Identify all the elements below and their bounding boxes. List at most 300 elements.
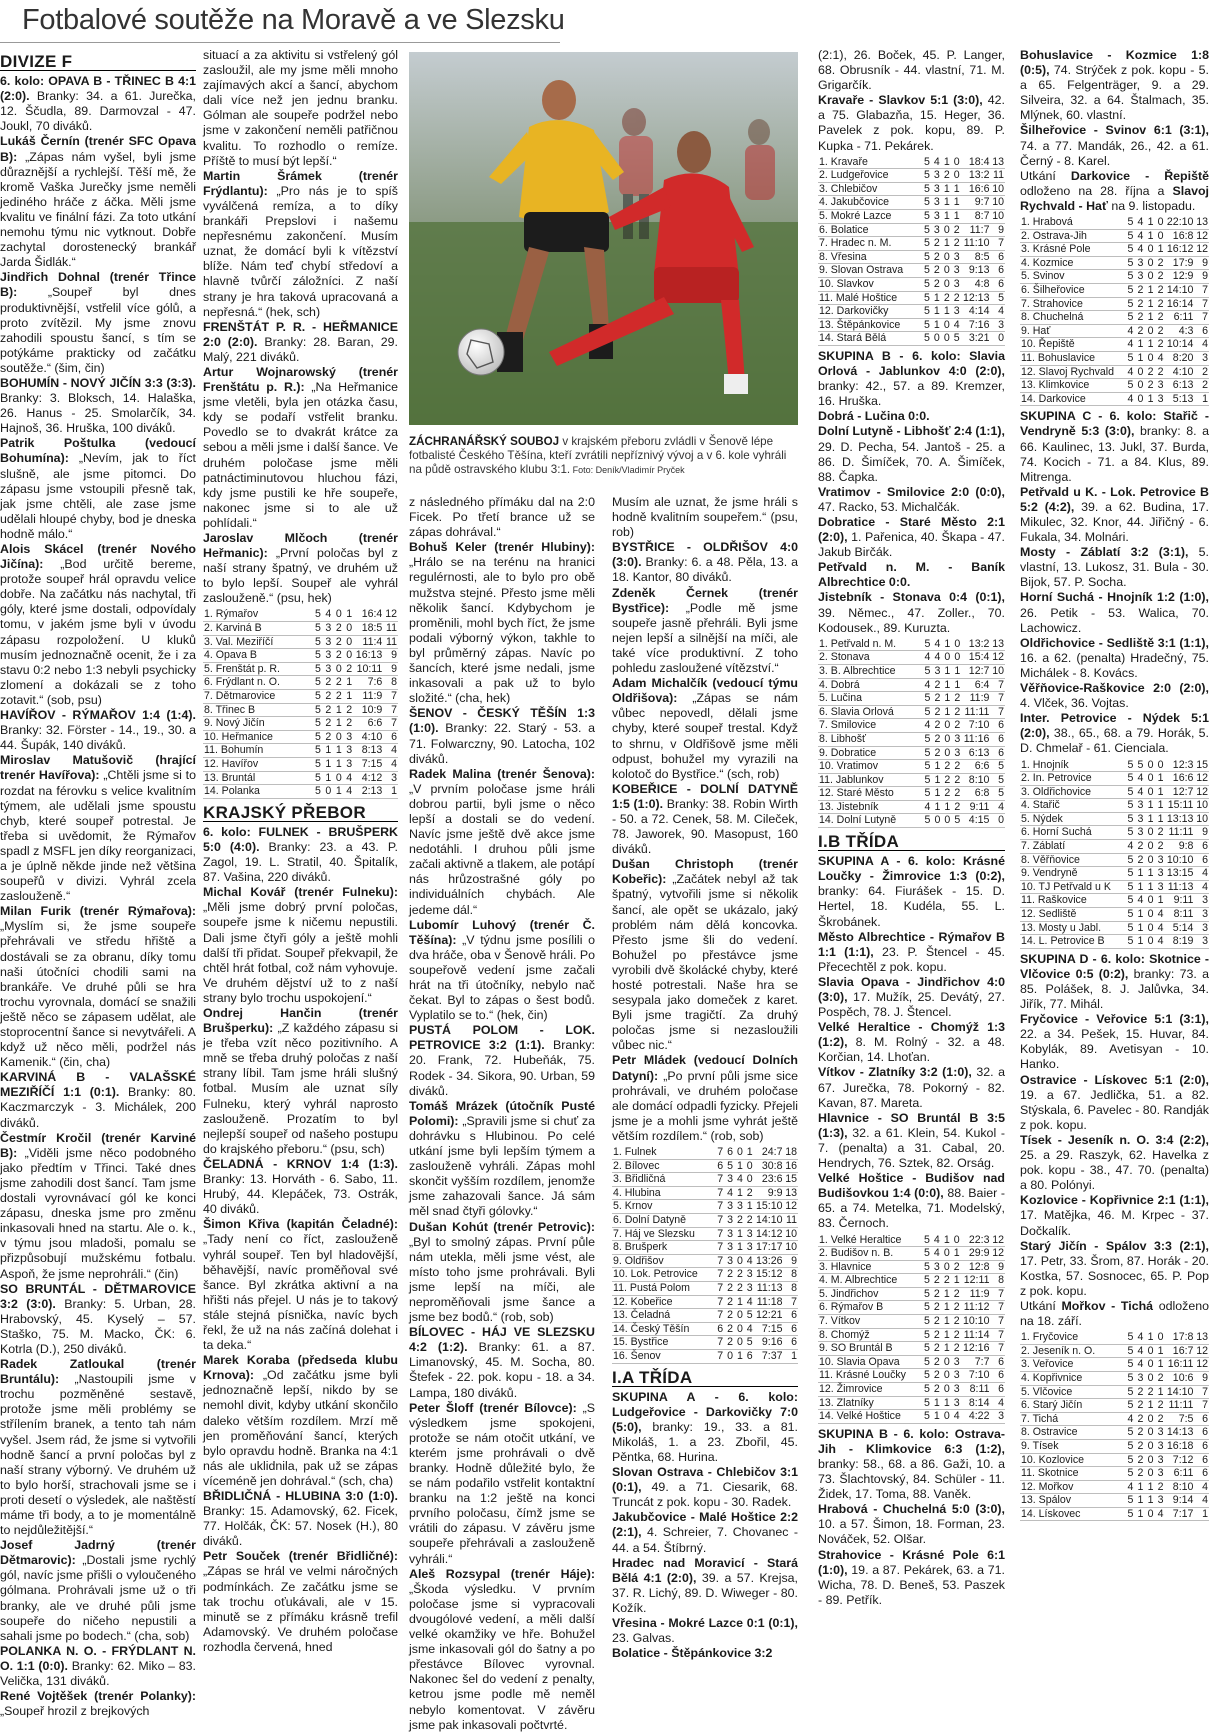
match-headline: Michal Kovář (trenér Fulneku): bbox=[203, 885, 398, 900]
stat-cell: 16:6 bbox=[1164, 772, 1194, 786]
team-name-cell: 7. Hradec n. M. bbox=[818, 237, 921, 251]
table-row bbox=[1020, 365, 1209, 379]
stat-cell: 3 bbox=[724, 1227, 734, 1241]
stat-cell: 1 bbox=[941, 692, 951, 706]
stat-cell: 5 bbox=[1124, 1399, 1134, 1413]
stat-cell: 0 bbox=[1144, 243, 1154, 257]
stat-cell: 2 bbox=[1154, 338, 1164, 352]
stat-cell: 6 bbox=[1194, 1412, 1209, 1426]
match-headline: Dobratice - Staré Město 2:1 (2:0), bbox=[818, 515, 1005, 545]
stat-cell: 4 bbox=[1134, 772, 1144, 786]
stat-cell: 7 bbox=[1194, 311, 1209, 325]
stat-cell: 0 bbox=[1144, 256, 1154, 270]
table-row bbox=[612, 1173, 798, 1187]
team-name-cell: 3. Břidličná bbox=[612, 1173, 714, 1187]
stat-cell: 2 bbox=[1134, 1426, 1144, 1440]
stat-cell: 4 bbox=[1134, 243, 1144, 257]
stat-cell: 5 bbox=[921, 1369, 931, 1383]
stat-cell: 3 bbox=[931, 210, 941, 224]
team-name-cell: 14. L. Petrovice B bbox=[1020, 935, 1124, 949]
table-row bbox=[1020, 216, 1209, 229]
paragraph-text: Branky: 80. Kaczmarczyk - 3. Michálek, 200 diváků. bbox=[0, 1085, 196, 1130]
stat-cell: 2 bbox=[343, 662, 353, 676]
stat-cell: 1 bbox=[1154, 772, 1164, 786]
article-paragraph bbox=[818, 1502, 1005, 1547]
table-row bbox=[818, 814, 1005, 828]
stat-cell: 1 bbox=[332, 744, 342, 758]
stat-cell: 4:10 bbox=[1164, 365, 1194, 379]
stat-cell: 5 bbox=[921, 1315, 931, 1329]
stat-cell: 1 bbox=[1134, 338, 1144, 352]
stat-cell: 5 bbox=[311, 635, 321, 649]
table-row bbox=[818, 1260, 1005, 1274]
paragraph-text: 19. a 87. Pekárek, 63. a 71. Wicha, 78. D. Beneš, 53. Paszek - 89. Petřík. bbox=[818, 1562, 1005, 1607]
stat-cell: 5 bbox=[1124, 1494, 1134, 1508]
table-row bbox=[1020, 311, 1209, 325]
team-name-cell: 10. Slavkov bbox=[818, 278, 921, 292]
stat-cell: 5 bbox=[922, 692, 932, 706]
stat-cell: 0 bbox=[1144, 1453, 1154, 1467]
table-row bbox=[818, 1355, 1005, 1369]
stat-cell: 3 bbox=[1154, 392, 1164, 406]
stat-cell: 0 bbox=[1154, 229, 1164, 243]
stat-cell: 7 bbox=[714, 1281, 724, 1295]
paragraph-text: Branky: 22. Starý - 53. a 71. Folwarczny, 90. Latocha, 102 diváků. bbox=[409, 721, 595, 766]
paragraph-text: „Zápas se hrál ve velmi náročných podmínkách. Ze začátku jsme se tak trochu oťukávali, ale v 15. minutě se z přímáku krásně trefil Adamovský. Ve druhém poločase rozhodla červená, hned bbox=[203, 1564, 398, 1654]
match-headline: Radek Zatloukal (trenér Bruntálu): bbox=[0, 1357, 196, 1387]
table-row bbox=[1020, 1426, 1209, 1440]
stat-cell: 10:6 bbox=[1164, 1371, 1194, 1385]
team-name-cell: 4. Hlubina bbox=[612, 1186, 714, 1200]
stat-cell: 1 bbox=[1134, 935, 1144, 949]
stat-cell: 14:10 bbox=[754, 1214, 784, 1228]
article-paragraph bbox=[612, 1556, 798, 1616]
stat-cell: 11:11 bbox=[1164, 1399, 1194, 1413]
team-name-cell: 8. Brušperk bbox=[612, 1241, 714, 1255]
stat-cell: 2 bbox=[931, 1369, 941, 1383]
stat-cell: 11:12 bbox=[961, 1301, 991, 1315]
standings-table bbox=[203, 608, 398, 798]
team-name-cell: 5. Jindřichov bbox=[818, 1287, 921, 1301]
match-headline: Ostravice - Lískovec 5:1 (2:0), bbox=[1020, 1072, 1209, 1087]
article-paragraph bbox=[818, 409, 1005, 424]
team-name-cell: 10. Heřmanice bbox=[203, 730, 311, 744]
table-row bbox=[1020, 284, 1209, 298]
stat-cell: 5 bbox=[921, 305, 931, 319]
stat-cell: 4 bbox=[383, 758, 398, 772]
stat-cell: 2 bbox=[724, 1322, 734, 1336]
stat-cell: 4 bbox=[734, 1173, 744, 1187]
stat-cell: 2 bbox=[332, 690, 342, 704]
stat-cell: 5 bbox=[922, 760, 932, 774]
stat-cell: 0 bbox=[951, 156, 961, 169]
table-row bbox=[1020, 1494, 1209, 1508]
stat-cell: 2 bbox=[941, 169, 951, 183]
stat-cell: 6 bbox=[1194, 1426, 1209, 1440]
team-name-cell: 11. Bohuslavice bbox=[1020, 351, 1124, 365]
stat-cell: 0 bbox=[332, 771, 342, 785]
stat-cell: 1 bbox=[951, 1274, 961, 1288]
team-name-cell: 10. TJ Petřvald u K bbox=[1020, 880, 1124, 894]
team-name-cell: 2. Bílovec bbox=[612, 1159, 714, 1173]
match-headline: Vřesina - Mokré Lazce 0:1 (0:1), bbox=[612, 1616, 798, 1631]
stat-cell: 2 bbox=[941, 291, 951, 305]
table-row bbox=[1020, 256, 1209, 270]
stat-cell: 9 bbox=[783, 1254, 798, 1268]
stat-cell: 3 bbox=[724, 1173, 734, 1187]
match-headline: Jistebník - Stonava 0:4 (0:1), bbox=[818, 590, 1005, 605]
stat-cell: 4 bbox=[951, 318, 961, 332]
ball-icon bbox=[458, 329, 504, 375]
team-name-cell: 6. Dolní Datyně bbox=[612, 1214, 714, 1228]
article-paragraph bbox=[818, 590, 1005, 635]
stat-cell: 5 bbox=[921, 1274, 931, 1288]
table-row bbox=[1020, 1439, 1209, 1453]
stat-cell: 7 bbox=[990, 1315, 1005, 1329]
team-name-cell: 15. Bystřice bbox=[612, 1336, 714, 1350]
stat-cell: 0 bbox=[1144, 785, 1154, 799]
stat-cell: 2 bbox=[931, 678, 941, 692]
section-heading: I.B TŘÍDA bbox=[818, 834, 1005, 851]
table-row bbox=[1020, 1371, 1209, 1385]
article-paragraph bbox=[1020, 1133, 1209, 1193]
stat-cell: 7:10 bbox=[961, 1369, 991, 1383]
stat-cell: 1 bbox=[931, 760, 941, 774]
match-headline: René Vojtěšek (trenér Polanky): bbox=[0, 1689, 196, 1704]
table-row bbox=[612, 1268, 798, 1282]
table-row bbox=[1020, 1399, 1209, 1413]
table-row bbox=[1020, 379, 1209, 393]
stat-cell: 7 bbox=[714, 1241, 724, 1255]
stat-cell: 7 bbox=[990, 1301, 1005, 1315]
stat-cell: 2 bbox=[951, 1260, 961, 1274]
stat-cell: 3 bbox=[724, 1254, 734, 1268]
stat-cell: 14:10 bbox=[1164, 284, 1194, 298]
team-name-cell: 1. Fryčovice bbox=[1020, 1331, 1124, 1344]
stat-cell: 5 bbox=[922, 732, 932, 746]
stat-cell: 3 bbox=[951, 732, 961, 746]
stat-cell: 3 bbox=[744, 1268, 754, 1282]
stat-cell: 9 bbox=[990, 223, 1005, 237]
stat-cell: 2 bbox=[931, 264, 941, 278]
stat-cell: 7 bbox=[714, 1254, 724, 1268]
table-row bbox=[818, 332, 1005, 346]
stat-cell: 0 bbox=[941, 719, 951, 733]
stat-cell: 1 bbox=[1144, 1331, 1154, 1344]
team-name-cell: 6. Slavia Orlová bbox=[818, 705, 922, 719]
team-name-cell: 2. In. Petrovice bbox=[1020, 772, 1124, 786]
stat-cell: 5 bbox=[311, 649, 321, 663]
stat-cell: 5 bbox=[1124, 1507, 1134, 1521]
stat-cell: 0 bbox=[332, 662, 342, 676]
team-name-cell: 13. Klimkovice bbox=[1020, 379, 1124, 393]
stat-cell: 12:7 bbox=[1164, 785, 1194, 799]
stat-cell: 1 bbox=[744, 1200, 754, 1214]
title-divider bbox=[0, 42, 560, 43]
stat-cell: 1 bbox=[332, 758, 342, 772]
stat-cell: 3 bbox=[1134, 826, 1144, 840]
stat-cell: 2 bbox=[734, 1214, 744, 1228]
team-name-cell: 14. Český Těšín bbox=[612, 1322, 714, 1336]
stat-cell: 1 bbox=[1154, 894, 1164, 908]
stat-cell: 0 bbox=[1144, 1507, 1154, 1521]
article-paragraph bbox=[409, 1325, 595, 1400]
stat-cell: 4 bbox=[922, 719, 932, 733]
team-name-cell: 9. Vendryně bbox=[1020, 867, 1124, 881]
stat-cell: 0 bbox=[343, 635, 353, 649]
stat-cell: 10 bbox=[992, 210, 1004, 223]
stat-cell: 5 bbox=[922, 746, 932, 760]
stat-cell: 4 bbox=[1194, 880, 1209, 894]
stat-cell: 5 bbox=[1124, 256, 1134, 270]
table-row bbox=[818, 182, 1005, 196]
match-headline: Vratimov - Smilovice 2:0 (0:0), bbox=[818, 484, 1005, 499]
match-headline: Oldřichovice - Sedliště 3:1 (1:1), bbox=[1020, 635, 1209, 650]
stat-cell: 2 bbox=[1154, 256, 1164, 270]
paragraph-text: 88. Baier - 65. a 74. Metelka, 71. Modelský, 83. Černoch. bbox=[818, 1186, 1006, 1231]
article-paragraph bbox=[203, 885, 398, 1006]
paragraph-text: 17. Petr, 33. Šrom, 87. Horák - 20. Kostka, 57. Sosnocec, 65. P. Pop z pok. kopu. bbox=[1020, 1253, 1209, 1298]
match-headline: Starý Jičín - Spálov 3:3 (2:1), bbox=[1020, 1238, 1209, 1253]
table-row bbox=[1020, 324, 1209, 338]
article-paragraph bbox=[0, 1689, 196, 1719]
team-name-cell: 9. Oldřišov bbox=[612, 1254, 714, 1268]
team-name-cell: 8. Chomýž bbox=[818, 1328, 921, 1342]
stat-cell: 6 bbox=[1194, 1467, 1209, 1481]
article-paragraph bbox=[203, 531, 398, 606]
table-row bbox=[818, 237, 1005, 251]
stat-cell: 17:9 bbox=[1164, 256, 1194, 270]
stat-cell: 2 bbox=[951, 1342, 961, 1356]
paragraph-text: Branky: 3. Bloksch, 14. Halaška, 26. Hanus - 25. Smolarčík, 34. Hajnoš, 36. Hruška, 100 diváků. bbox=[0, 391, 196, 436]
stat-cell: 1 bbox=[941, 1301, 951, 1315]
stat-cell: 0 bbox=[941, 1260, 951, 1274]
stat-cell: 1 bbox=[343, 676, 353, 690]
match-headline: BOHUMÍN - NOVÝ JIČÍN 3:3 (3:3). bbox=[0, 375, 196, 390]
stat-cell: 12:7 bbox=[961, 664, 990, 678]
table-row bbox=[612, 1214, 798, 1228]
table-row bbox=[203, 608, 398, 621]
stat-cell: 2 bbox=[931, 732, 941, 746]
stat-cell: 1 bbox=[941, 210, 951, 224]
paragraph-text: „Začátek nebyl až tak špatný, vytvořili jsme si několik šancí, ale opět se ukázalo, jaký problém nám dělá koncovka. Přesto jsme šli do vedení. Bohužel po přestávce jsme vyrobili dvě školácké chyby, které hosté potrestali. Naše hra se sesypala jako domeček z karet. Byli jsme tragičtí. Za druhý poločas jsme si nezasloužili vůbec nic.“ bbox=[612, 872, 798, 1053]
stat-cell: 4 bbox=[931, 156, 941, 169]
article-paragraph bbox=[0, 542, 196, 708]
stat-cell: 5 bbox=[921, 1355, 931, 1369]
article-paragraph bbox=[409, 767, 595, 918]
stat-cell: 16:14 bbox=[1164, 297, 1194, 311]
stat-cell: 0 bbox=[1144, 908, 1154, 922]
stat-cell: 1 bbox=[1144, 297, 1154, 311]
stat-cell: 3 bbox=[1134, 1371, 1144, 1385]
stat-cell: 5 bbox=[744, 1309, 754, 1323]
stat-cell: 5 bbox=[1124, 311, 1134, 325]
match-headline: SKUPINA B - 6. kolo: Ostrava-Jih - Klimkovice 6:3 (1:2), bbox=[818, 1426, 1005, 1456]
table-row bbox=[1020, 1331, 1209, 1344]
article-paragraph bbox=[409, 1401, 595, 1567]
stat-cell: 10 bbox=[992, 196, 1004, 209]
stat-cell: 1 bbox=[941, 664, 951, 678]
stat-cell: 12 bbox=[1196, 772, 1208, 785]
stat-cell: 10:9 bbox=[353, 703, 383, 717]
stat-cell: 7 bbox=[714, 1349, 724, 1363]
stat-cell: 0 bbox=[1144, 1344, 1154, 1358]
article-paragraph bbox=[1020, 409, 1209, 484]
paragraph-text: 10. a 57. Šimon, 18. Forman, 23. Nováček, 52. Olšar. bbox=[818, 1517, 1005, 1547]
stat-cell: 0 bbox=[941, 250, 951, 264]
paragraph-text: „Soupeř byl dnes produktivnější, vstřelil více gólů, a proto zvítězil. My jsme znovu zahodili spoustu šancí, s tím se potýkáme prakticky od začátku soutěže.“ (šim, čin) bbox=[0, 285, 196, 375]
stat-cell: 4:12 bbox=[353, 771, 383, 785]
match-headline: HAVÍŘOV - RÝMAŘOV 1:4 (1:4). bbox=[0, 708, 196, 723]
paragraph-text: (2:1), 26. Boček, 45. P. Langer, 68. Obrusník - 44. vlastní, 71. M. Grigarčík. bbox=[818, 48, 1005, 93]
stat-cell: 4 bbox=[744, 1254, 754, 1268]
stat-cell: 1 bbox=[734, 1241, 744, 1255]
stat-cell: 3 bbox=[734, 1200, 744, 1214]
stat-cell: 4:15 bbox=[961, 814, 990, 828]
stat-cell: 11:14 bbox=[961, 1328, 991, 1342]
table-row bbox=[818, 305, 1005, 319]
article-paragraph bbox=[0, 708, 196, 753]
section-heading: KRAJSKÝ PŘEBOR bbox=[203, 805, 398, 822]
stat-cell: 5 bbox=[1124, 243, 1134, 257]
stat-cell: 5 bbox=[921, 1342, 931, 1356]
paragraph-text: 4. Vlček, 36. Vojtas. bbox=[1020, 696, 1129, 711]
stat-cell: 1 bbox=[734, 1159, 744, 1173]
stat-cell: 5 bbox=[1124, 867, 1134, 881]
stat-cell: 1 bbox=[1144, 284, 1154, 298]
match-headline: SKUPINA C - 6. kolo: Stařič - Vendryně 5:3 (3:0), bbox=[1020, 409, 1209, 439]
stat-cell: 4 bbox=[1124, 840, 1134, 854]
paragraph-text: 17. Matějka, 46. M. Krpec - 37. Dočkalík. bbox=[1020, 1208, 1209, 1238]
table-row bbox=[818, 1301, 1005, 1315]
match-headline: BÍLOVEC - HÁJ VE SLEZSKU 4:2 (1:2). bbox=[409, 1325, 595, 1355]
stat-cell: 3 bbox=[951, 1369, 961, 1383]
team-name-cell: 3. Hlavnice bbox=[818, 1260, 921, 1274]
article-paragraph bbox=[1020, 545, 1209, 590]
article-paragraph bbox=[818, 560, 1005, 590]
stat-cell: 5 bbox=[921, 264, 931, 278]
stat-cell: 4 bbox=[931, 638, 941, 651]
stat-cell: 5 bbox=[1124, 772, 1134, 786]
stat-cell: 5 bbox=[311, 703, 321, 717]
standings-table bbox=[818, 638, 1005, 828]
stat-cell: 11:4 bbox=[353, 635, 383, 649]
stat-cell: 2 bbox=[941, 1274, 951, 1288]
stat-cell: 5 bbox=[1124, 759, 1134, 772]
table-row bbox=[818, 223, 1005, 237]
stat-cell: 15:12 bbox=[754, 1268, 784, 1282]
stat-cell: 0 bbox=[1134, 365, 1144, 379]
stat-cell: 5 bbox=[1124, 853, 1134, 867]
stat-cell: 3 bbox=[931, 664, 941, 678]
table-row bbox=[1020, 853, 1209, 867]
article-paragraph bbox=[818, 975, 1005, 1020]
stat-cell: 2 bbox=[931, 1355, 941, 1369]
stat-cell: 9:13 bbox=[961, 264, 991, 278]
team-name-cell: 2. Ostrava-Jih bbox=[1020, 229, 1124, 243]
match-headline: ČELADNÁ - KRNOV 1:4 (1:3). bbox=[203, 1156, 398, 1171]
stat-cell: 2 bbox=[332, 649, 342, 663]
stat-cell: 12 bbox=[1196, 1344, 1208, 1357]
table-row bbox=[818, 1342, 1005, 1356]
stat-cell: 1 bbox=[941, 1234, 951, 1247]
paragraph-text: 39. Němec., 47. Zoller., 70. Kodousek., 89. Kuruzta. bbox=[818, 605, 1005, 635]
standings-table bbox=[818, 156, 1005, 346]
stat-cell: 1 bbox=[941, 1342, 951, 1356]
stat-cell: 1 bbox=[951, 196, 961, 210]
table-row bbox=[1020, 1507, 1209, 1521]
stat-cell: 4 bbox=[1124, 392, 1134, 406]
stat-cell: 2 bbox=[734, 1281, 744, 1295]
stat-cell: 3 bbox=[1194, 908, 1209, 922]
stat-cell: 9:14 bbox=[1164, 1494, 1194, 1508]
team-name-cell: 8. Věřňovice bbox=[1020, 853, 1124, 867]
stat-cell: 0 bbox=[724, 1349, 734, 1363]
stat-cell: 1 bbox=[1144, 311, 1154, 325]
stat-cell: 9 bbox=[1194, 826, 1209, 840]
section-heading: I.A TŘÍDA bbox=[612, 1370, 798, 1387]
stat-cell: 0 bbox=[1144, 351, 1154, 365]
team-name-cell: 12. Slavoj Rychvald bbox=[1020, 365, 1124, 379]
match-headline: Dolní Lutyně - Libhošť 2:4 (1:1), bbox=[818, 424, 1005, 439]
stat-cell: 2 bbox=[931, 705, 941, 719]
stat-cell: 5 bbox=[921, 223, 931, 237]
article-paragraph bbox=[1020, 590, 1209, 635]
match-headline: Slavia Opava - Jindřichov 4:0 (3:0), bbox=[818, 974, 1005, 1004]
team-name-cell: 7. Tichá bbox=[1020, 1412, 1124, 1426]
match-headline: Hrabová - Chuchelná 5:0 (3:0), bbox=[818, 1502, 1005, 1517]
team-name-cell: 6. Horní Suchá bbox=[1020, 826, 1124, 840]
paragraph-text: na 9. listopadu. bbox=[1107, 198, 1196, 213]
stat-cell: 5 bbox=[1124, 1453, 1134, 1467]
stat-cell: 16 bbox=[785, 1159, 797, 1172]
team-name-cell: 14. Stará Bělá bbox=[818, 332, 921, 346]
table-row bbox=[203, 703, 398, 717]
match-headline: Šimon Křiva (kapitán Čeladné): bbox=[203, 1217, 398, 1232]
table-row bbox=[1020, 338, 1209, 352]
stat-cell: 5 bbox=[990, 291, 1005, 305]
stat-cell: 3 bbox=[322, 649, 332, 663]
team-name-cell: 9. Nový Jičín bbox=[203, 717, 311, 731]
stat-cell: 1 bbox=[931, 1410, 941, 1424]
stat-cell: 1 bbox=[931, 1396, 941, 1410]
team-name-cell: 6. Frýdlant n. O. bbox=[203, 676, 311, 690]
stat-cell: 6:11 bbox=[1164, 1467, 1194, 1481]
stat-cell: 11:11 bbox=[1164, 826, 1194, 840]
article-paragraph bbox=[409, 1099, 595, 1220]
stat-cell: 4:10 bbox=[353, 730, 383, 744]
paragraph-text: 8. M. Rolný - 32. a 48. Korčian, 14. Lhoťan. bbox=[818, 1035, 1005, 1065]
stat-cell: 5 bbox=[921, 1301, 931, 1315]
article-paragraph bbox=[203, 1157, 398, 1217]
article-paragraph bbox=[612, 676, 798, 782]
stat-cell: 5 bbox=[1124, 1467, 1134, 1481]
table-row bbox=[818, 196, 1005, 210]
stat-cell: 1 bbox=[931, 291, 941, 305]
stat-cell: 0 bbox=[1144, 1371, 1154, 1385]
stat-cell: 4 bbox=[931, 1247, 941, 1261]
stat-cell: 6:6 bbox=[961, 760, 990, 774]
paragraph-text: „Pro nás je to spíš vyválčená remíza, a to díky brankáři Prepslovi i našemu nepřesnému zakončení. Musím uznat, že domácí byli k vítězství blíže. Nám teď chybí středoví a hlavně tvůrčí záložníci. Z naší strany je hra taková upracovaná a nepřesná.“ (hek, sch) bbox=[203, 183, 398, 319]
table-row bbox=[818, 760, 1005, 774]
stat-cell: 11:9 bbox=[961, 692, 990, 706]
team-name-cell: 4. Jakubčovice bbox=[818, 196, 921, 210]
stat-cell: 0 bbox=[1144, 894, 1154, 908]
stat-cell: 6 bbox=[1194, 853, 1209, 867]
stat-cell: 4 bbox=[1154, 921, 1164, 935]
stat-cell: 12 bbox=[385, 608, 397, 621]
stat-cell: 10 bbox=[992, 664, 1004, 677]
